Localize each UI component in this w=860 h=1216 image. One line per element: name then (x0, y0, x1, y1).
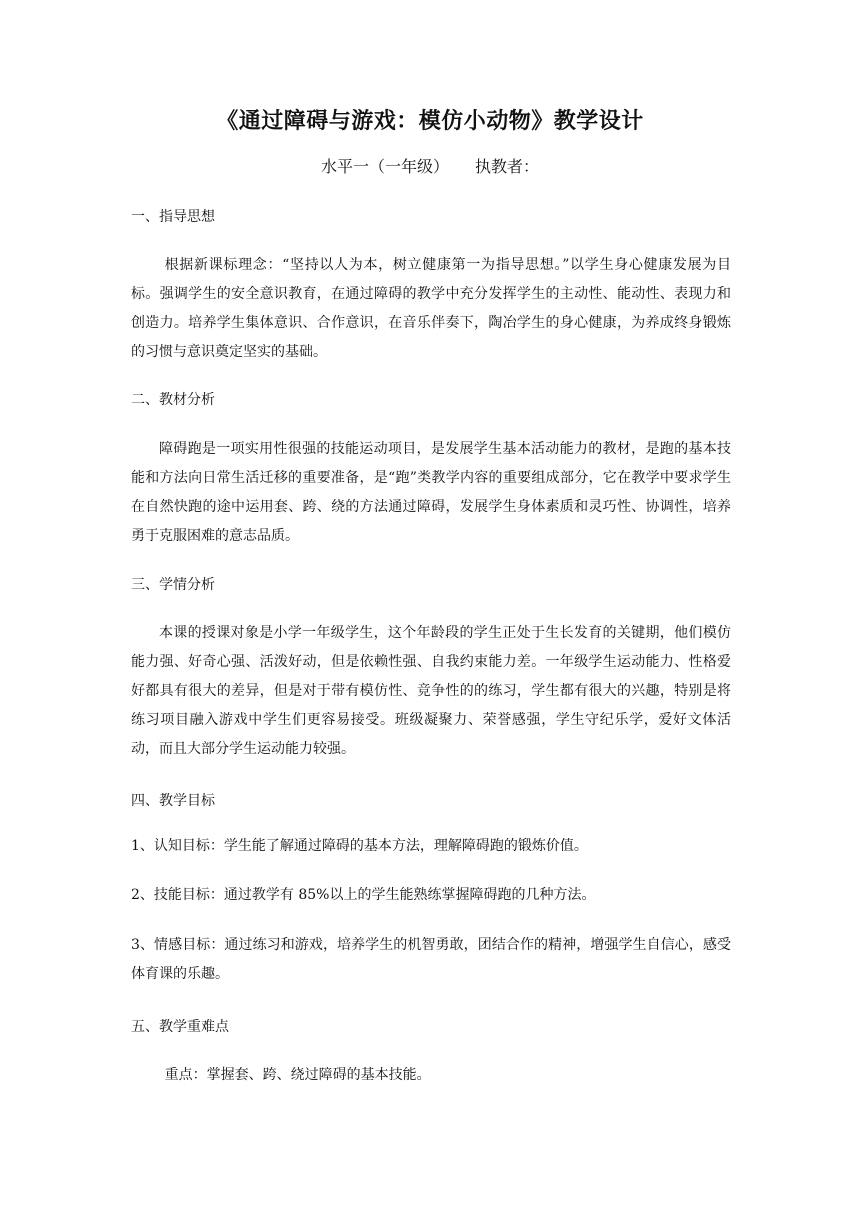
document-title: 《通过障碍与游戏：模仿小动物》教学设计 (216, 108, 644, 134)
grade-level: 水平一（一年级） (320, 157, 449, 176)
goal-item-skill: 2、技能目标：通过教学有 85%以上的学生能熟练掌握障碍跑的几种方法。 (131, 887, 596, 903)
instructor-label: 执教者： (475, 157, 540, 176)
section-heading-key-points: 五、教学重难点 (131, 1019, 229, 1035)
goal-item-affective: 3、情感目标：通过练习和游戏，培养学生的机智勇敢，团结合作的精神，增强学生自信心，感受体育课的乐趣。 (131, 937, 731, 982)
section-heading-guiding-ideology: 一、指导思想 (131, 209, 215, 225)
document-subtitle (0, 154, 860, 177)
section-paragraph-guiding-ideology: 根据新课标理念：“坚持以人为本，树立健康第一为指导思想。”以学生身心健康发展为目标。强调学生的安全意识教育，在通过障碍的教学中充分发挥学生的主动性、能动性、表现力和创造力。培养学生集体意识、合作意识，在音乐伴奏下，陶冶学生的身心健康，为养成终身锻炼的习惯与意识奠定坚实的基础。 (131, 257, 731, 360)
section-heading-teaching-goals: 四、教学目标 (131, 793, 215, 809)
section-paragraph-student-analysis: 本课的授课对象是小学一年级学生，这个年龄段的学生正处于生长发育的关键期，他们模仿能力强、好奇心强、活泼好动，但是依赖性强、自我约束能力差。一年级学生运动能力、性格爱好都具有很大的差异，但是对于带有模仿性、竞争性的的练习，学生都有很大的兴趣，特别是将练习项目融入游戏中学生们更容易接受。班级凝聚力、荣誉感强，学生守纪乐学，爱好文体活动，而且大部分学生运动能力较强。 (131, 625, 731, 757)
section-heading-student-analysis: 三、学情分析 (131, 577, 215, 593)
section-heading-material-analysis: 二、教材分析 (131, 392, 215, 408)
section-paragraph-key-points: 重点：掌握套、跨、绕过障碍的基本技能。 (164, 1067, 431, 1083)
section-paragraph-material-analysis: 障碍跑是一项实用性很强的技能运动项目，是发展学生基本活动能力的教材，是跑的基本技能和方法向日常生活迁移的重要准备，是“跑”类教学内容的重要组成部分，它在教学中要求学生在自然快跑的途中运用套、跨、绕的方法通过障碍，发展学生身体素质和灵巧性、协调性，培养勇于克服困难的意志品质。 (131, 441, 731, 544)
goal-item-cognitive: 1、认知目标：学生能了解通过障碍的基本方法，理解障碍跑的锻炼价值。 (131, 838, 588, 854)
